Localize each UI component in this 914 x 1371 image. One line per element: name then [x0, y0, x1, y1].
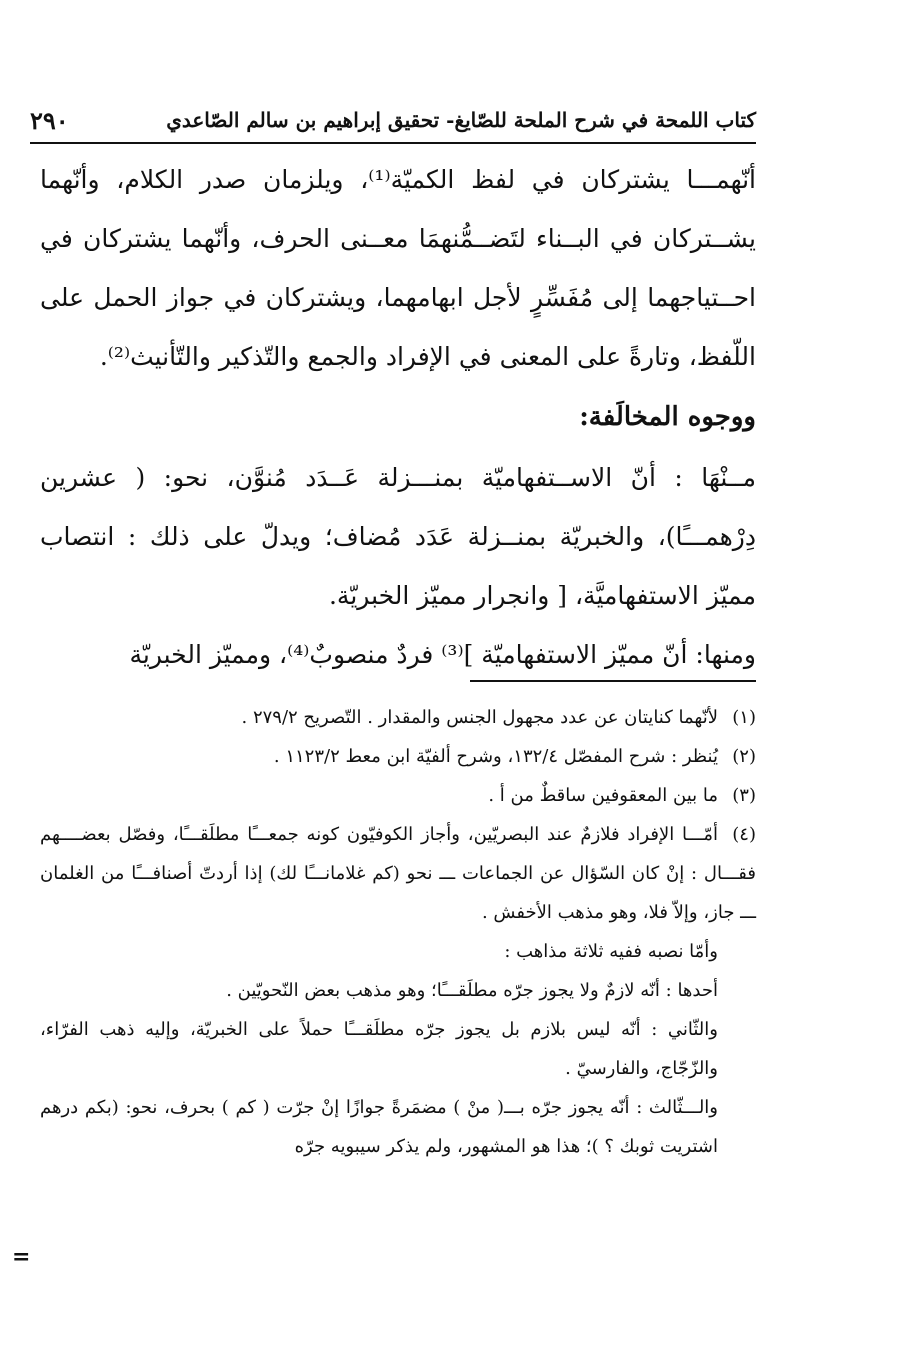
- paragraph-1: أنّهمـــا يشتركان في لفظ الكميّة⁽¹⁾، ويلزمان صدر الكلام، وأنّهما يشــتركان في البــناء لتَضــمُّنهمَا معــنى الحرف، وأنّهما يشتركان في احــتياجهما إلى مُفَسِّرٍ لأجل ابهامهما، ويشتركان في جواز الحمل على اللّفظ، وتارةً على المعنى في الإفراد والجمع والتّذكير والتّأنيث⁽²⁾.: [40, 165, 756, 371]
- page-number: ٢٩٠: [30, 105, 69, 135]
- footnote-text: ما بين المعقوفين ساقطٌ من أ .: [488, 785, 718, 806]
- footnote-separator: [470, 680, 756, 682]
- footnote-3: [40, 776, 756, 815]
- footnote-text: لأنّهما كنايتان عن عدد مجهول الجنس والمقدار . التّصريح ٢٧٩/٢ .: [241, 707, 718, 728]
- footnote-4-line: أحدها : أنّه لازمٌ ولا يجوز جرّه مطلَقـــًا؛ وهو مذهب بعض النّحويّين .: [226, 980, 718, 1001]
- paragraph-3: ومنها: أنّ مميّز الاستفهاميّة ]⁽³⁾ فردٌ منصوبٌ⁽⁴⁾، ومميّز الخبريّة: [129, 640, 756, 669]
- continuation-mark: =: [12, 1244, 31, 1270]
- footnote-number: (١): [732, 707, 756, 728]
- page-header: [30, 98, 756, 144]
- footnote-4-line: وأمّا نصبه ففيه ثلاثة مذاهب :: [504, 941, 718, 962]
- footnotes: [40, 698, 756, 1166]
- footnote-text: أمّـــا الإفراد فلازمٌ عند البصريّين، وأجاز الكوفيّون كونه جمعـــًا مطلَقـــًا، وفصّل بعضــــهم فقـــال : إنْ كان السّؤال عن الجماعات ـــ نحو (كم غلامانـــًا لك) إذا أردتّ أصنافـــًا من الغلمان ـــ جاز، وإلاّ فلا، وهو مذهب الأخفش .: [40, 824, 756, 923]
- footnote-2: [40, 737, 756, 776]
- footnote-4-line: والـــثّالث : أنّه يجوز جرّه بـــ( منْ ) مضمَرةً جوازًا إنْ جرّت ( كم ) بحرف، نحو: (بكم درهم اشتريت ثوبك ؟ )؛ هذا هو المشهور، ولم يذكر سيبويه جرّه: [40, 1097, 718, 1157]
- footnote-4-line: والثّاني : أنّه ليس بلازم بل يجوز جرّه مطلَقـــًا حملاً على الخبريّة، وإليه ذهب الفرّاء، والزّجّاج، والفارسيّ .: [40, 1019, 718, 1079]
- main-text: [40, 150, 756, 684]
- section-heading: ووجوه المخالَفة:: [579, 402, 756, 432]
- footnote-number: (٤): [732, 824, 756, 845]
- paragraph-2: مــنْهَا : أنّ الاســتفهاميّة بمنـــزلة عَــدَد مُنوَّن، نحو: ( عشرين دِرْهمـــًا)، والخبريّة بمنــزلة عَدَد مُضاف؛ ويدلّ على ذلك : انتصاب مميّز الاستفهاميَّة، [ وانجرار مميّز الخبريّة.: [40, 463, 756, 610]
- footnote-1: [40, 698, 756, 737]
- footnote-text: يُنظر : شرح المفصّل ١٣٢/٤، وشرح ألفيّة ابن معط ١١٢٣/٢ .: [273, 746, 718, 767]
- footnote-4: [40, 815, 756, 932]
- footnote-number: (٢): [732, 746, 756, 767]
- running-title: كتاب اللمحة في شرح الملحة للصّايغ- تحقيق إبراهيم بن سالم الصّاعدي: [166, 108, 756, 132]
- footnote-number: (٣): [732, 785, 756, 806]
